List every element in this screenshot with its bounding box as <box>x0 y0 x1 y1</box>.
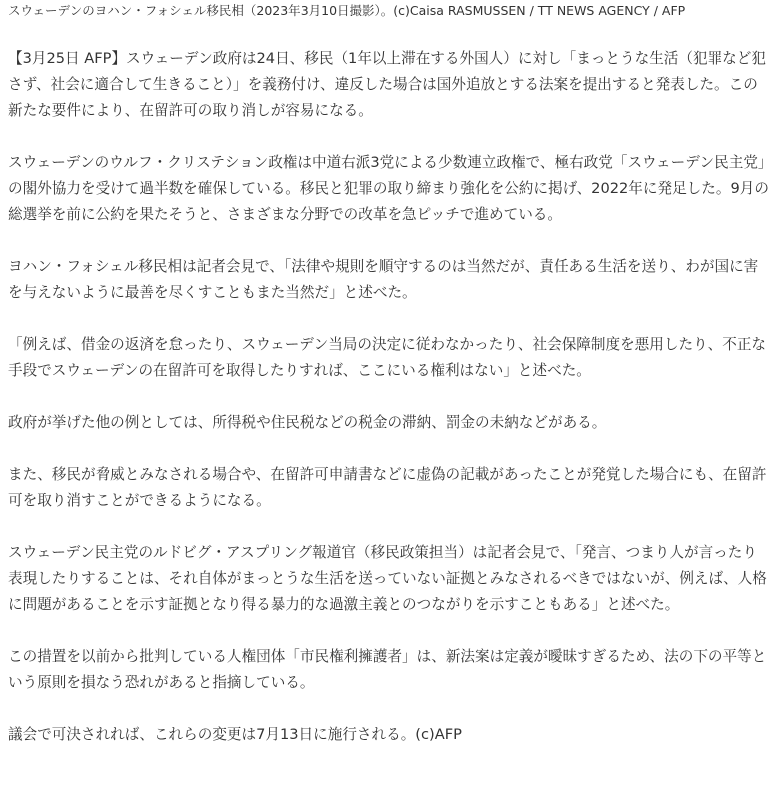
article-paragraph-1: 【3月25日 AFP】スウェーデン政府は24日、移民（1年以上滞在する外国人）に対し「まっとうな生活（犯罪など犯さず、社会に適合して生きること）」を義務付け、違反した場合は国外追放とする法案を提出すると発表した。この新たな要件により、在留許可の取り消しが容易になる。 <box>8 50 766 119</box>
article-paragraph-3: ヨハン・フォシェル移民相は記者会見で、「法律や規則を順守するのは当然だが、責任ある生活を送り、わが国に害を与えないように最善を尽くすこともまた当然だ」と述べた。 <box>8 258 759 301</box>
article-paragraph-7: スウェーデン民主党のルドビグ・アスプリング報道官（移民政策担当）は記者会見で、「発言、つまり人が言ったり表現したりすることは、それ自体がまっとうな生活を送っていない証拠とみなされるべきではないが、例えば、人格に問題があることを示す証拠となり得る暴力的な過激主義とのつながりを示すこともある」と述べた。 <box>8 544 767 613</box>
article-paragraph-6: また、移民が脅威とみなされる場合や、在留許可申請書などに虚偽の記載があったことが発覚した場合にも、在留許可を取り消すことができるようになる。 <box>8 466 767 509</box>
article-paragraph-2: スウェーデンのウルフ・クリステション政権は中道右派3党による少数連立政権で、極右政党「スウェーデン民主党」の閣外協力を受けて過半数を確保している。移民と犯罪の取り締まり強化を公約に掲げ、2022年に発足した。9月の総選挙を前に公約を果たそうと、さまざまな分野での改革を急ピッチで進めている。 <box>8 154 769 223</box>
photo-caption: スウェーデンのヨハン・フォシェル移民相（2023年3月10日撮影）。(c)Caisa RASMUSSEN / TT NEWS AGENCY / AFP <box>8 3 686 18</box>
article-paragraph-5: 政府が挙げた他の例としては、所得税や住民税などの税金の滞納、罰金の未納などがある。 <box>8 414 607 431</box>
article-paragraph-8: この措置を以前から批判している人権団体「市民権利擁護者」は、新法案は定義が曖昧すぎるため、法の下の平等という原則を損なう恐れがあると指摘している。 <box>8 648 767 691</box>
article-paragraph-9: 議会で可決されれば、これらの変更は7月13日に施行される。(c)AFP <box>8 726 462 743</box>
article-paragraph-4: 「例えば、借金の返済を怠ったり、スウェーデン当局の決定に従わなかったり、社会保障制度を悪用したり、不正な手段でスウェーデンの在留許可を取得したりすれば、ここにいる権利はない」と述べた。 <box>8 336 767 379</box>
